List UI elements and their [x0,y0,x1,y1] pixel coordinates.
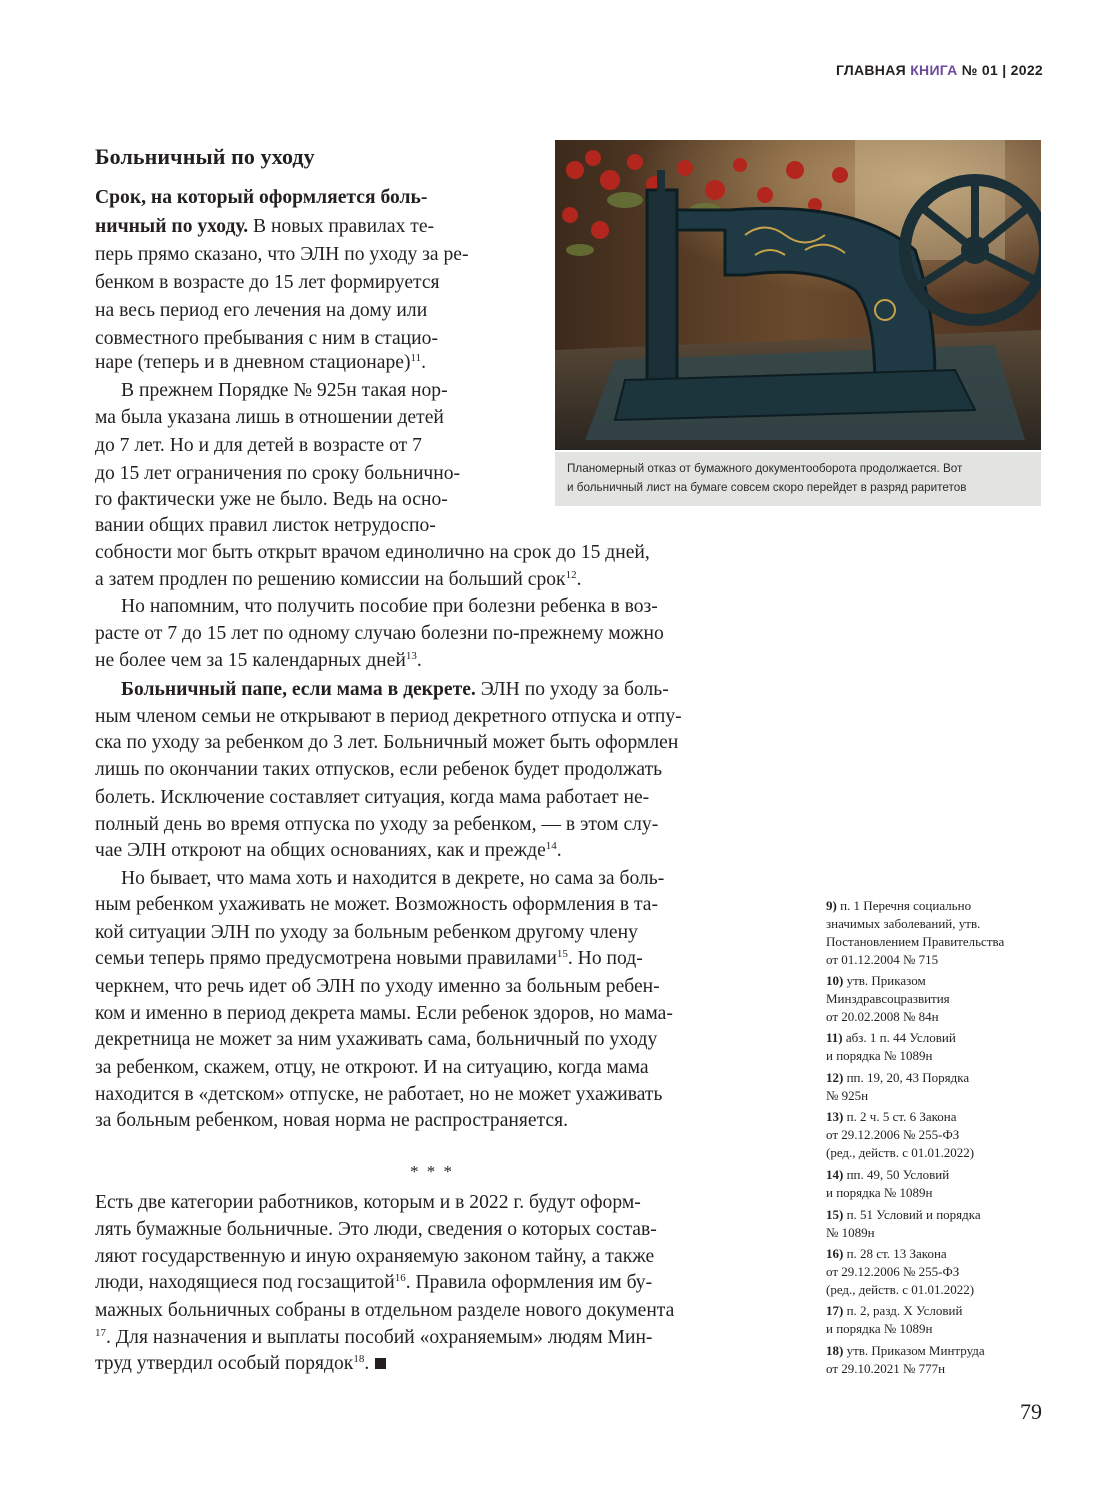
body-line: Но напомним, что получить пособие при болезни ребенка в воз- [121,596,658,617]
body-line: наре (теперь и в дневном стационаре)$^{11}$. [95,352,426,373]
bold-lead: Больничный папе, если мама в декрете. [121,679,476,700]
magazine-header [836,62,1043,78]
footnote-ref: 17 [95,1327,106,1339]
body-line: полный день во время отпуска по уходу за ребенком, — в этом слу- [95,814,659,835]
body-line: перь прямо сказано, что ЭЛН по уходу за ре- [95,244,469,265]
footnote-ref: 14 [545,840,557,852]
bold-lead: Срок, на который оформляется боль- [95,187,428,208]
footnote-line: и порядка № 1089н [826,1185,933,1200]
footnote-line: Минздравсоцразвития [826,991,950,1006]
body-line: до 15 лет ограничения по сроку больнично- [95,463,461,484]
body-line: чае ЭЛН откроют на общих основаниях, как и прежде$^{14}$. [95,840,562,861]
body-line: ма была указана лишь в отношении детей [95,407,444,428]
footnote-ref: 11 [410,352,422,364]
body-line: ничный по уходу. В новых правилах те- [95,216,435,237]
footnote-13: 13) п. 2 ч. 5 ст. 6 Закона [826,1109,957,1124]
body-line: Больничный папе, если мама в декрете. ЭЛН по уходу за боль- [121,679,669,700]
body-line: Но бывает, что мама хоть и находится в декрете, но сама за боль- [121,868,665,889]
caption-line: Планомерный отказ от бумажного документооборота продолжается. Вот [567,462,963,475]
footnote-ref: 12 [565,569,577,581]
body-line: го фактически уже не было. Ведь на осно- [95,489,448,510]
body-line: труд утвердил особый порядок$^{18}$. [95,1351,386,1377]
body-line: вании общих правил листок нетрудоспо- [95,515,436,536]
body-line: расте от 7 до 15 лет по одному случаю болезни по-прежнему можно [95,623,664,644]
body-line: не более чем за 15 календарных дней$^{13}$. [95,650,422,671]
body-line: находится в «детском» отпуске, не работает, но не может ухаживать [95,1084,663,1105]
body-line: за больным ребенком, новая норма не распространяется. [95,1110,568,1131]
body-line: мажных больничных собраны в отдельном разделе нового документа [95,1300,675,1321]
footnote-ref: 18 [353,1353,365,1365]
body-line: собности мог быть открыт врачом единолично на срок до 15 дней, [95,542,650,563]
header-issue: № 01 | 2022 [961,62,1043,78]
footnote-line: № 925н [826,1088,869,1103]
footnote-line: от 20.02.2008 № 84н [826,1009,939,1024]
footnote-14: 14) пп. 49, 50 Условий [826,1167,950,1182]
body-line: В прежнем Порядке № 925н такая нор- [121,380,448,401]
body-line: совместного пребывания с ним в стацио- [95,328,438,349]
footnote-line: (ред., действ. с 01.01.2022) [826,1282,975,1297]
footnote-18: 18) утв. Приказом Минтруда [826,1343,985,1358]
body-line: лять бумажные больничные. Это люди, сведения о которых состав- [95,1219,657,1240]
footnote-ref: 15 [556,948,568,960]
footnote-ref: 16 [394,1272,406,1284]
end-of-article-mark [375,1358,386,1369]
body-line: лишь по окончании таких отпусков, если ребенок будет продолжать [95,759,663,780]
body-line: семьи теперь прямо предусмотрена новыми правилами$^{15}$. Но под- [95,948,643,969]
footnote-line: от 29.12.2006 № 255-ФЗ [826,1264,960,1279]
header-prefix: ГЛАВНАЯ [835,62,906,78]
body-line: ска по уходу за ребенком до 3 лет. Больничный может быть оформлен [95,732,679,753]
section-title: Больничный по уходу [95,144,315,169]
body-line: до 7 лет. Но и для детей в возрасте от 7 [95,435,422,456]
body-line: за ребенком, скажем, отцу, не откроют. И на ситуацию, когда мама [95,1057,649,1078]
body-line: ным членом семьи не открывают в период декретного отпуска и отпу- [95,706,682,727]
page-number: 79 [1020,1399,1042,1424]
footnote-line: № 1089н [826,1225,875,1240]
footnote-9: 9) п. 1 Перечня социально [826,898,972,913]
body-line: ным ребенком ухаживать не может. Возможность оформления в та- [95,894,659,915]
body-line: ком и именно в период декрета мамы. Если ребенок здоров, но мама- [95,1003,673,1024]
caption-line: и больничный лист на бумаге совсем скоро перейдет в разряд раритетов [567,481,967,494]
body-line [95,185,427,211]
footnote-line: значимых заболеваний, утв. [826,916,981,931]
sewing-machine-photo [555,140,1041,450]
body-line: на весь период его лечения на дому или [95,300,428,321]
body-line: кой ситуации ЭЛН по уходу за больным ребенком другому члену [95,922,638,943]
body-line: Есть две категории работников, которым и в 2022 г. будут оформ- [95,1192,641,1213]
body-line: бенком в возрасте до 15 лет формируется [95,272,440,293]
footnote-16: 16) п. 28 ст. 13 Закона [826,1246,947,1261]
footnote-15: 15) п. 51 Условий и порядка [826,1207,981,1222]
body-line: а затем продлен по решению комиссии на больший срок$^{12}$. [95,569,582,590]
body-line: ляют государственную и иную охраняемую законом тайну, а также [95,1246,655,1267]
footnote-12: 12) пп. 19, 20, 43 Порядка [826,1070,970,1085]
body-line: болеть. Исключение составляет ситуация, когда мама работает не- [95,787,650,808]
body-line: декретница не может за ним ухаживать сама, больничный по уходу [95,1029,658,1050]
footnote-line: (ред., действ. с 01.01.2022) [826,1145,975,1160]
footnote-ref: 13 [405,650,417,662]
footnote-line: и порядка № 1089н [826,1048,933,1063]
body-line: черкнем, что речь идет об ЭЛН по уходу именно за больным ребен- [95,976,660,997]
photo-caption [555,452,1041,506]
section-separator: * * * [410,1162,454,1181]
body-line: $^{17}$. Для назначения и выплаты пособий «охраняемым» людям Мин- [95,1327,653,1348]
footnote-line: от 29.10.2021 № 777н [826,1361,946,1376]
footnote-line: Постановлением Правительства [826,934,1005,949]
footnote-11: 11) абз. 1 п. 44 Условий [826,1030,956,1045]
footnote-17: 17) п. 2, разд. X Условий [826,1303,963,1318]
bold-lead: ничный по уходу. [95,216,249,237]
footnote-line: и порядка № 1089н [826,1321,933,1336]
body-line: люди, находящиеся под госзащитой$^{16}$. Правила оформления им бу- [95,1272,653,1293]
footnote-line: от 01.12.2004 № 715 [826,952,939,967]
header-accent: КНИГА [910,62,958,78]
footnote-line: от 29.12.2006 № 255-ФЗ [826,1127,960,1142]
footnote-10: 10) утв. Приказом [826,973,926,988]
